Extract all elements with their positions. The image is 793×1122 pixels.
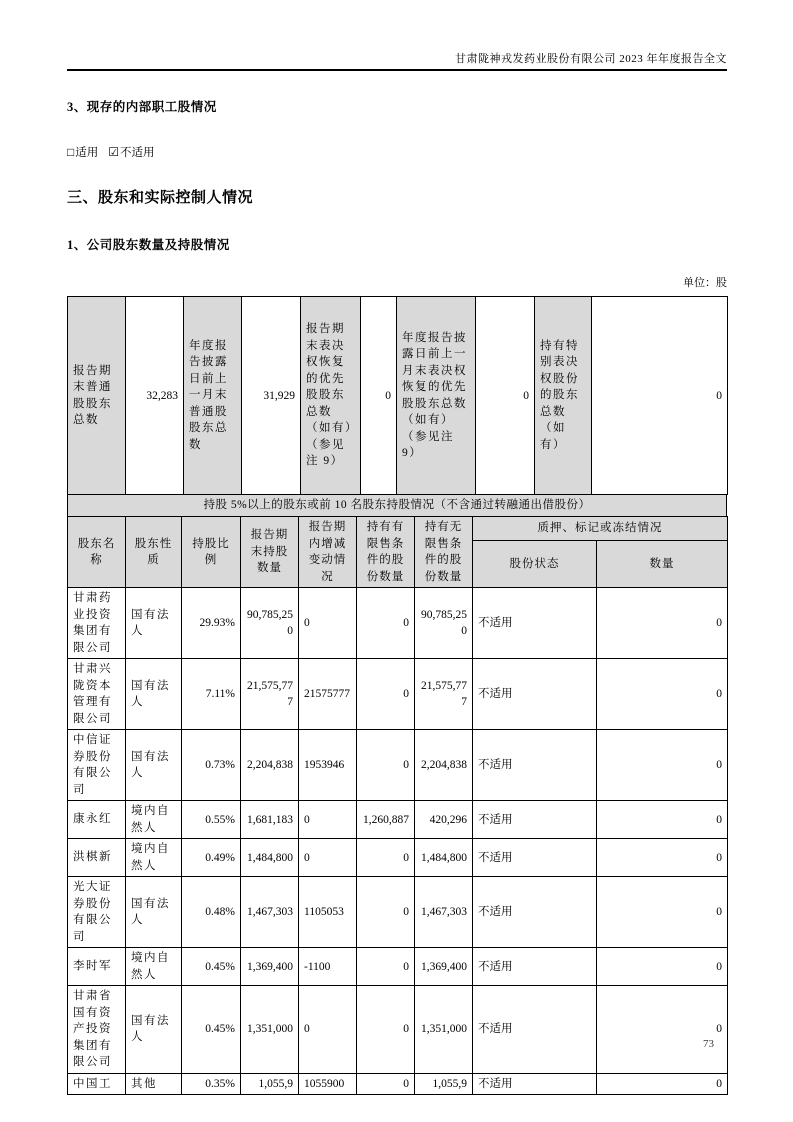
summary-value-cell: 32,283 — [126, 297, 184, 495]
holder-pledge-status: 不适用 — [473, 659, 597, 730]
not-applicable-label: 不适用 — [120, 147, 155, 159]
holder-pledge-status: 不适用 — [473, 730, 597, 801]
holder-change: 1953946 — [299, 730, 357, 801]
page-number: 73 — [703, 1038, 714, 1050]
summary-value-cell: 0 — [361, 297, 397, 495]
holder-restricted: 0 — [357, 730, 415, 801]
holder-change: 1105053 — [299, 877, 357, 948]
section-1-title: 1、公司股东数量及持股情况 — [67, 238, 230, 252]
holder-row — [68, 839, 728, 877]
holder-ratio: 0.55% — [182, 801, 241, 839]
holder-row — [68, 986, 728, 1074]
holder-pledge-qty: 0 — [597, 986, 728, 1074]
not-applicable-option — [108, 147, 154, 159]
holder-row — [68, 730, 728, 801]
holder-restricted: 1,260,887 — [357, 801, 415, 839]
document-header — [67, 0, 727, 66]
holder-change: 0 — [299, 588, 357, 659]
holder-nature: 国有法人 — [126, 877, 182, 948]
holder-restricted: 0 — [357, 839, 415, 877]
holder-pledge-status: 不适用 — [473, 588, 597, 659]
holder-pledge-qty: 0 — [597, 588, 728, 659]
summary-label-cell: 持有特别表决权股份的股东总数（如有） — [535, 297, 592, 495]
holder-unrestricted: 1,467,303 — [415, 877, 473, 948]
holder-restricted: 0 — [357, 659, 415, 730]
holder-nature: 境内自然人 — [126, 801, 182, 839]
shareholder-summary-table — [67, 296, 728, 495]
summary-label-cell: 报告期末表决权恢复的优先股股东总数（如有）（参见注 9） — [301, 297, 361, 495]
holder-ratio: 0.48% — [182, 877, 241, 948]
col-header-name: 股东名称 — [68, 517, 126, 588]
holder-shares-end: 1,055,9 — [241, 1073, 299, 1095]
summary-label-cell: 年度报告披露日前上一月末普通股股东总数 — [184, 297, 242, 495]
holder-name: 甘肃兴陇资本管理有限公司 — [68, 659, 126, 730]
holder-nature: 国有法人 — [126, 659, 182, 730]
holder-row — [68, 801, 728, 839]
holder-change: 1055900 — [299, 1073, 357, 1095]
holder-unrestricted: 420,296 — [415, 801, 473, 839]
holder-nature: 境内自然人 — [126, 839, 182, 877]
top-holders-banner: 持股 5%以上的股东或前 10 名股东持股情况（不含通过转融通出借股份） — [67, 495, 727, 516]
holder-name: 甘肃省国有资产投资集团有限公司 — [68, 986, 126, 1074]
holder-ratio: 0.35% — [182, 1073, 241, 1095]
holder-shares-end: 1,467,303 — [241, 877, 299, 948]
holder-change: 21575777 — [299, 659, 357, 730]
holder-unrestricted: 1,484,800 — [415, 839, 473, 877]
holder-name: 光大证券股份有限公司 — [68, 877, 126, 948]
holder-change: 0 — [299, 801, 357, 839]
holder-ratio: 0.49% — [182, 839, 241, 877]
summary-value-cell: 31,929 — [242, 297, 301, 495]
holder-unrestricted: 90,785,250 — [415, 588, 473, 659]
applicable-option — [67, 147, 98, 159]
holder-row — [68, 948, 728, 986]
summary-label-cell: 报告期末普通股股东总数 — [68, 297, 126, 495]
holder-name: 李时军 — [68, 948, 126, 986]
holder-pledge-qty: 0 — [597, 1073, 728, 1095]
holder-row — [68, 588, 728, 659]
holder-shares-end: 2,204,838 — [241, 730, 299, 801]
holder-ratio: 0.73% — [182, 730, 241, 801]
holder-nature: 国有法人 — [126, 588, 182, 659]
col-header-pledge-group: 质押、标记或冻结情况 — [473, 517, 728, 541]
holder-unrestricted: 1,055,9 — [415, 1073, 473, 1095]
holder-ratio: 29.93% — [182, 588, 241, 659]
holder-change: 0 — [299, 839, 357, 877]
holder-restricted: 0 — [357, 588, 415, 659]
section-major-title: 三、股东和实际控制人情况 — [67, 190, 254, 206]
holder-restricted: 0 — [357, 948, 415, 986]
holder-ratio: 0.45% — [182, 986, 241, 1074]
holders-header-row-1 — [68, 517, 728, 541]
holder-name: 中国工 — [68, 1073, 126, 1095]
holder-pledge-qty: 0 — [597, 801, 728, 839]
holder-shares-end: 1,351,000 — [241, 986, 299, 1074]
document-header-title: 甘肃陇神戎发药业股份有限公司 2023 年年度报告全文 — [455, 53, 727, 65]
holder-ratio: 0.45% — [182, 948, 241, 986]
holder-shares-end: 21,575,777 — [241, 659, 299, 730]
summary-value-cell: 0 — [592, 297, 728, 495]
col-header-nature: 股东性质 — [126, 517, 182, 588]
holder-nature: 其他 — [126, 1073, 182, 1095]
holder-name: 甘肃药业投资集团有限公司 — [68, 588, 126, 659]
checkbox-checked-icon: ☑ — [108, 145, 120, 159]
holder-shares-end: 1,681,183 — [241, 801, 299, 839]
holder-pledge-status: 不适用 — [473, 877, 597, 948]
applicability-row — [67, 144, 727, 160]
holder-pledge-status: 不适用 — [473, 1073, 597, 1095]
holder-pledge-qty: 0 — [597, 730, 728, 801]
holder-unrestricted: 21,575,777 — [415, 659, 473, 730]
holder-restricted: 0 — [357, 986, 415, 1074]
holder-change: 0 — [299, 986, 357, 1074]
holder-nature: 境内自然人 — [126, 948, 182, 986]
col-header-change: 报告期内增减变动情况 — [299, 517, 357, 588]
unit-label: 单位：股 — [683, 277, 727, 289]
summary-label-cell: 年度报告披露日前上一月末表决权恢复的优先股股东总数（如有）（参见注 9） — [397, 297, 476, 495]
summary-row — [68, 297, 728, 495]
holder-nature: 国有法人 — [126, 730, 182, 801]
top-holders-table — [67, 516, 728, 1095]
section-3-title: 3、现存的内部职工股情况 — [67, 100, 217, 114]
holder-restricted: 0 — [357, 877, 415, 948]
holder-pledge-status: 不适用 — [473, 801, 597, 839]
holder-name: 中信证券股份有限公司 — [68, 730, 126, 801]
col-header-unrestricted: 持有无限售条件的股份数量 — [415, 517, 473, 588]
holder-nature: 国有法人 — [126, 986, 182, 1074]
holder-row — [68, 659, 728, 730]
shareholder-table — [67, 296, 727, 1095]
holder-pledge-qty: 0 — [597, 659, 728, 730]
holder-shares-end: 1,484,800 — [241, 839, 299, 877]
applicable-label: 适用 — [75, 147, 99, 159]
col-header-ratio: 持股比例 — [182, 517, 241, 588]
summary-value-cell: 0 — [476, 297, 535, 495]
holder-unrestricted: 2,204,838 — [415, 730, 473, 801]
holder-unrestricted: 1,369,400 — [415, 948, 473, 986]
col-header-pledge-qty: 数量 — [597, 540, 728, 587]
holder-ratio: 7.11% — [182, 659, 241, 730]
holder-unrestricted: 1,351,000 — [415, 986, 473, 1074]
holder-restricted: 0 — [357, 1073, 415, 1095]
checkbox-unchecked-icon: □ — [67, 145, 75, 159]
header-divider — [67, 69, 727, 71]
holder-pledge-qty: 0 — [597, 948, 728, 986]
holder-pledge-qty: 0 — [597, 839, 728, 877]
holder-pledge-qty: 0 — [597, 877, 728, 948]
holder-name: 洪棋新 — [68, 839, 126, 877]
holder-row-truncated — [68, 1073, 728, 1095]
holder-shares-end: 1,369,400 — [241, 948, 299, 986]
col-header-shares-end: 报告期末持股数量 — [241, 517, 299, 588]
holder-name: 康永红 — [68, 801, 126, 839]
col-header-pledge-status: 股份状态 — [473, 540, 597, 587]
holder-pledge-status: 不适用 — [473, 948, 597, 986]
holder-change: -1100 — [299, 948, 357, 986]
holder-pledge-status: 不适用 — [473, 986, 597, 1074]
holder-pledge-status: 不适用 — [473, 839, 597, 877]
holder-shares-end: 90,785,250 — [241, 588, 299, 659]
holder-row — [68, 877, 728, 948]
page-content — [67, 0, 727, 1095]
col-header-restricted: 持有有限售条件的股份数量 — [357, 517, 415, 588]
